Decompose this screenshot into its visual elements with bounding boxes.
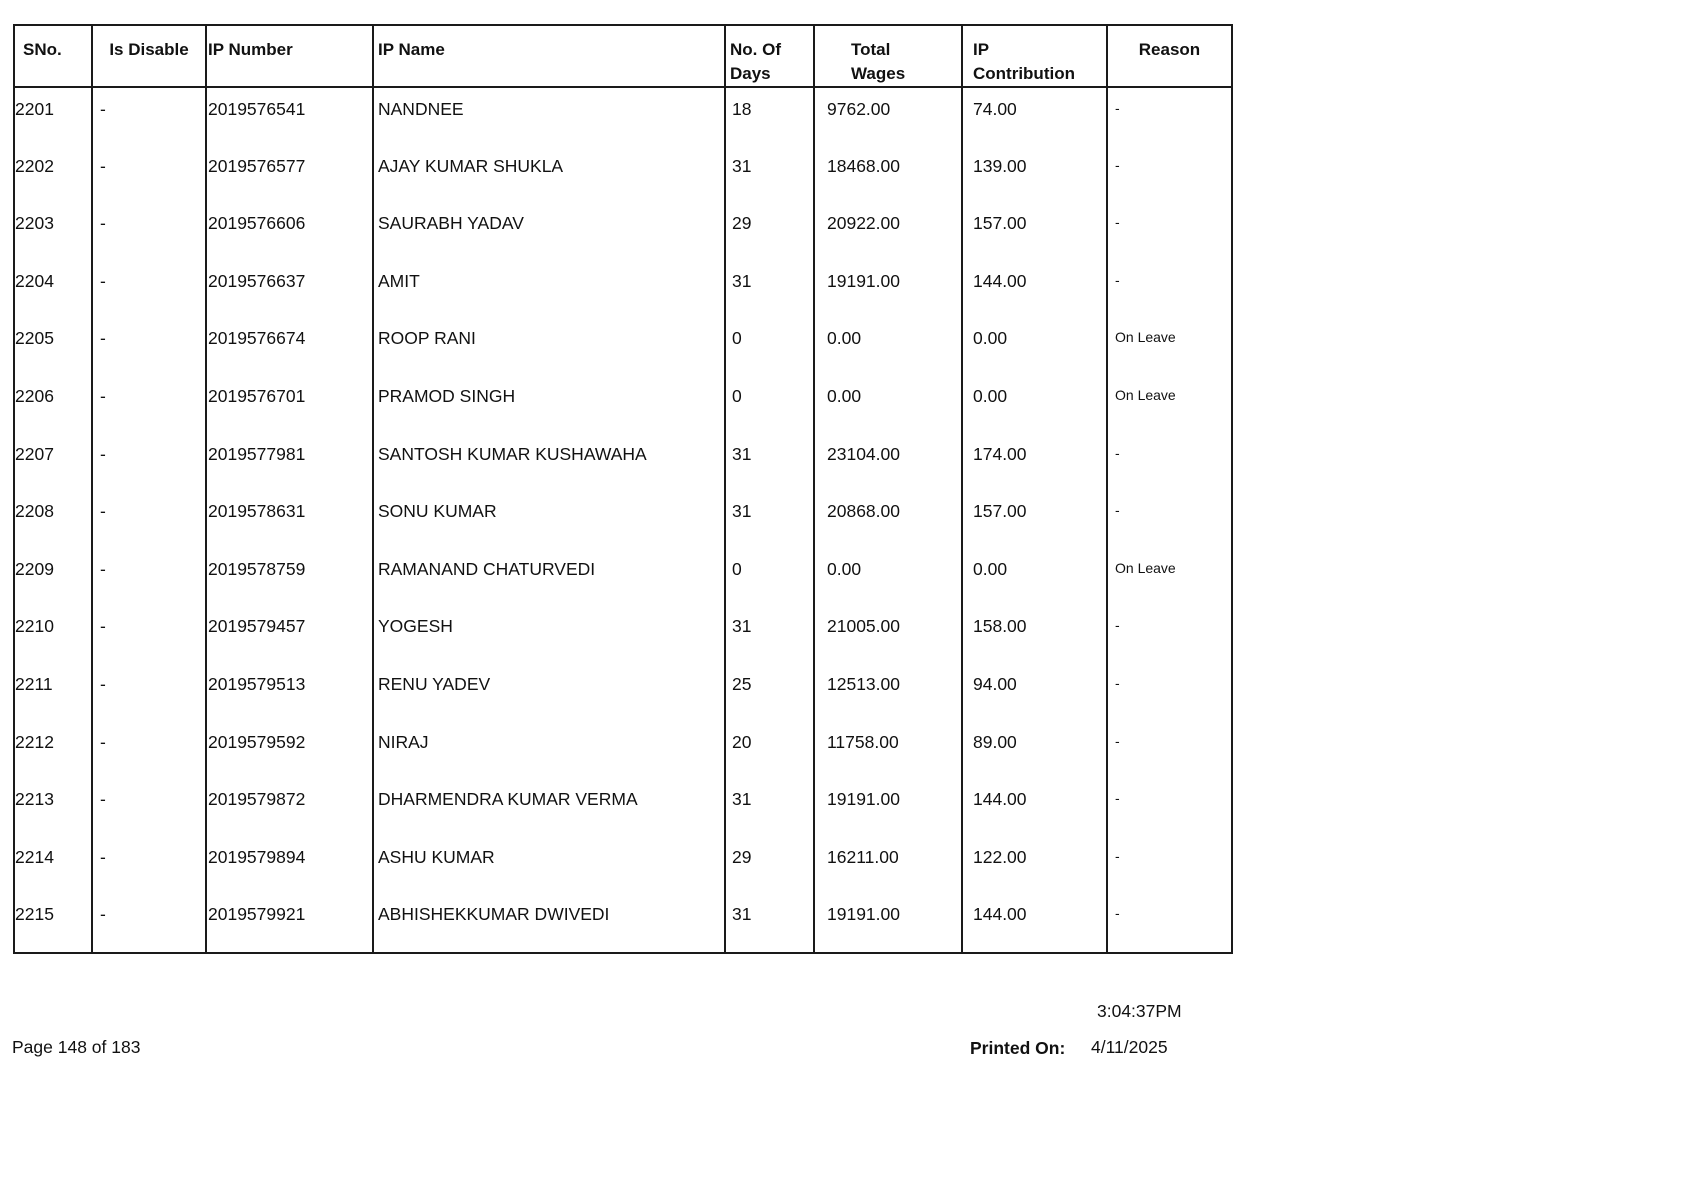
cell-sno: 2207 [15,443,54,464]
cell-ip-contribution: 0.00 [962,375,1107,433]
cell-ip-contribution: 0.00 [962,317,1107,375]
cell-ip-number: 2019577981 [206,433,373,491]
table-header-row [14,25,1232,87]
header-ip-number: IP Number [206,25,373,87]
cell-total-wages: 19191.00 [814,893,962,953]
cell-ip-contribution: 157.00 [962,202,1107,260]
cell-sno: 2204 [15,270,54,291]
table-row [14,145,1232,203]
cell-ip-number: 2019579872 [206,778,373,836]
cell-sno: 2215 [15,904,54,925]
cell-ip-contribution: 94.00 [962,663,1107,721]
cell-days: 0 [725,548,814,606]
cell-ip-number: 2019576637 [206,260,373,318]
cell-ip-number: 2019578631 [206,490,373,548]
cell-total-wages: 18468.00 [814,145,962,203]
cell-total-wages: 20922.00 [814,202,962,260]
cell-is-disable: - [92,663,206,721]
cell-ip-number: 2019576541 [206,87,373,145]
cell-is-disable: - [92,721,206,779]
header-contribution-line2: Contribution [973,64,1075,83]
cell-ip-number: 2019576577 [206,145,373,203]
cell-reason: - [1107,260,1232,318]
cell-ip-number: 2019578759 [206,548,373,606]
cell-is-disable: - [92,836,206,894]
cell-ip-number: 2019579592 [206,721,373,779]
cell-ip-name: SONU KUMAR [373,490,725,548]
cell-sno: 2205 [15,328,54,349]
table-row [14,317,1232,375]
table-body [14,87,1232,953]
cell-reason: - [1107,605,1232,663]
cell-ip-number: 2019579894 [206,836,373,894]
cell-is-disable: - [92,548,206,606]
cell-total-wages: 20868.00 [814,490,962,548]
cell-ip-contribution: 122.00 [962,836,1107,894]
cell-sno: 2208 [15,501,54,522]
cell-total-wages: 19191.00 [814,778,962,836]
cell-sno: 2214 [15,846,54,867]
cell-reason: - [1107,145,1232,203]
table-row [14,375,1232,433]
cell-is-disable: - [92,375,206,433]
header-wages-line2: Wages [851,64,906,83]
cell-is-disable: - [92,778,206,836]
table-row [14,721,1232,779]
cell-ip-name: RAMANAND CHATURVEDI [373,548,725,606]
cell-ip-name: YOGESH [373,605,725,663]
cell-total-wages: 0.00 [814,375,962,433]
cell-reason: - [1107,490,1232,548]
cell-is-disable: - [92,87,206,145]
cell-sno: 2213 [15,789,54,810]
cell-reason: On Leave [1107,548,1232,606]
cell-is-disable: - [92,260,206,318]
cell-reason: - [1107,721,1232,779]
cell-ip-name: PRAMOD SINGH [373,375,725,433]
cell-ip-name: DHARMENDRA KUMAR VERMA [373,778,725,836]
cell-reason: On Leave [1107,317,1232,375]
cell-ip-contribution: 157.00 [962,490,1107,548]
cell-days: 25 [725,663,814,721]
table-row [14,548,1232,606]
cell-ip-number: 2019579921 [206,893,373,953]
cell-sno: 2209 [15,558,54,579]
header-days-line2: Days [730,64,771,83]
table-row [14,836,1232,894]
header-wages-line1: Total [851,40,891,59]
header-sno: SNo. [14,25,92,87]
cell-days: 31 [725,490,814,548]
cell-reason: On Leave [1107,375,1232,433]
cell-days: 0 [725,375,814,433]
header-days-line1: No. Of [730,40,781,59]
cell-total-wages: 21005.00 [814,605,962,663]
header-ip-name: IP Name [373,25,725,87]
cell-ip-contribution: 139.00 [962,145,1107,203]
cell-reason: - [1107,87,1232,145]
cell-total-wages: 12513.00 [814,663,962,721]
cell-ip-name: ASHU KUMAR [373,836,725,894]
cell-is-disable: - [92,490,206,548]
cell-days: 29 [725,836,814,894]
cell-ip-number: 2019576606 [206,202,373,260]
table-row [14,663,1232,721]
cell-ip-name: AJAY KUMAR SHUKLA [373,145,725,203]
header-wages [814,25,962,87]
cell-sno: 2210 [15,616,54,637]
cell-is-disable: - [92,893,206,953]
cell-days: 29 [725,202,814,260]
cell-ip-name: NIRAJ [373,721,725,779]
cell-days: 0 [725,317,814,375]
cell-ip-name: SANTOSH KUMAR KUSHAWAHA [373,433,725,491]
contribution-table [13,24,1233,954]
printed-date: 4/11/2025 [1091,1037,1168,1057]
cell-is-disable: - [92,317,206,375]
cell-ip-name: SAURABH YADAV [373,202,725,260]
cell-days: 20 [725,721,814,779]
cell-total-wages: 19191.00 [814,260,962,318]
cell-total-wages: 16211.00 [814,836,962,894]
cell-days: 31 [725,605,814,663]
cell-ip-contribution: 158.00 [962,605,1107,663]
cell-reason: - [1107,433,1232,491]
table-row [14,260,1232,318]
cell-ip-contribution: 74.00 [962,87,1107,145]
cell-ip-contribution: 89.00 [962,721,1107,779]
cell-ip-name: NANDNEE [373,87,725,145]
cell-ip-contribution: 0.00 [962,548,1107,606]
cell-days: 31 [725,260,814,318]
table-row [14,778,1232,836]
table-row [14,893,1232,953]
cell-ip-name: ABHISHEKKUMAR DWIVEDI [373,893,725,953]
table-row [14,87,1232,145]
table-row [14,490,1232,548]
cell-reason: - [1107,778,1232,836]
cell-total-wages: 11758.00 [814,721,962,779]
header-contribution [962,25,1107,87]
cell-total-wages: 0.00 [814,317,962,375]
cell-ip-contribution: 144.00 [962,893,1107,953]
cell-days: 31 [725,893,814,953]
cell-is-disable: - [92,433,206,491]
cell-days: 31 [725,433,814,491]
cell-is-disable: - [92,605,206,663]
cell-is-disable: - [92,145,206,203]
cell-sno: 2203 [15,213,54,234]
cell-days: 31 [725,145,814,203]
printed-time: 3:04:37PM [1097,1001,1182,1021]
cell-ip-name: AMIT [373,260,725,318]
cell-days: 18 [725,87,814,145]
cell-ip-contribution: 174.00 [962,433,1107,491]
cell-sno: 2201 [15,99,54,119]
cell-sno: 2206 [15,385,54,406]
cell-is-disable: - [92,202,206,260]
header-reason: Reason [1107,25,1232,87]
cell-reason: - [1107,893,1232,953]
cell-sno: 2212 [15,731,54,752]
cell-sno: 2202 [15,155,54,176]
table-row [14,605,1232,663]
cell-ip-number: 2019579457 [206,605,373,663]
cell-ip-name: RENU YADEV [373,663,725,721]
cell-total-wages: 0.00 [814,548,962,606]
cell-ip-number: 2019576674 [206,317,373,375]
header-is-disable: Is Disable [92,25,206,87]
printed-on-label: Printed On: [970,1038,1066,1058]
cell-ip-contribution: 144.00 [962,778,1107,836]
table-row [14,433,1232,491]
page-number: Page 148 of 183 [12,1037,141,1057]
header-contribution-line1: IP [973,40,990,59]
cell-days: 31 [725,778,814,836]
cell-ip-number: 2019576701 [206,375,373,433]
cell-ip-number: 2019579513 [206,663,373,721]
cell-reason: - [1107,836,1232,894]
cell-ip-name: ROOP RANI [373,317,725,375]
cell-sno: 2211 [15,673,53,694]
cell-reason: - [1107,202,1232,260]
header-days [725,25,814,87]
cell-total-wages: 9762.00 [814,87,962,145]
cell-reason: - [1107,663,1232,721]
cell-ip-contribution: 144.00 [962,260,1107,318]
table-row [14,202,1232,260]
cell-total-wages: 23104.00 [814,433,962,491]
